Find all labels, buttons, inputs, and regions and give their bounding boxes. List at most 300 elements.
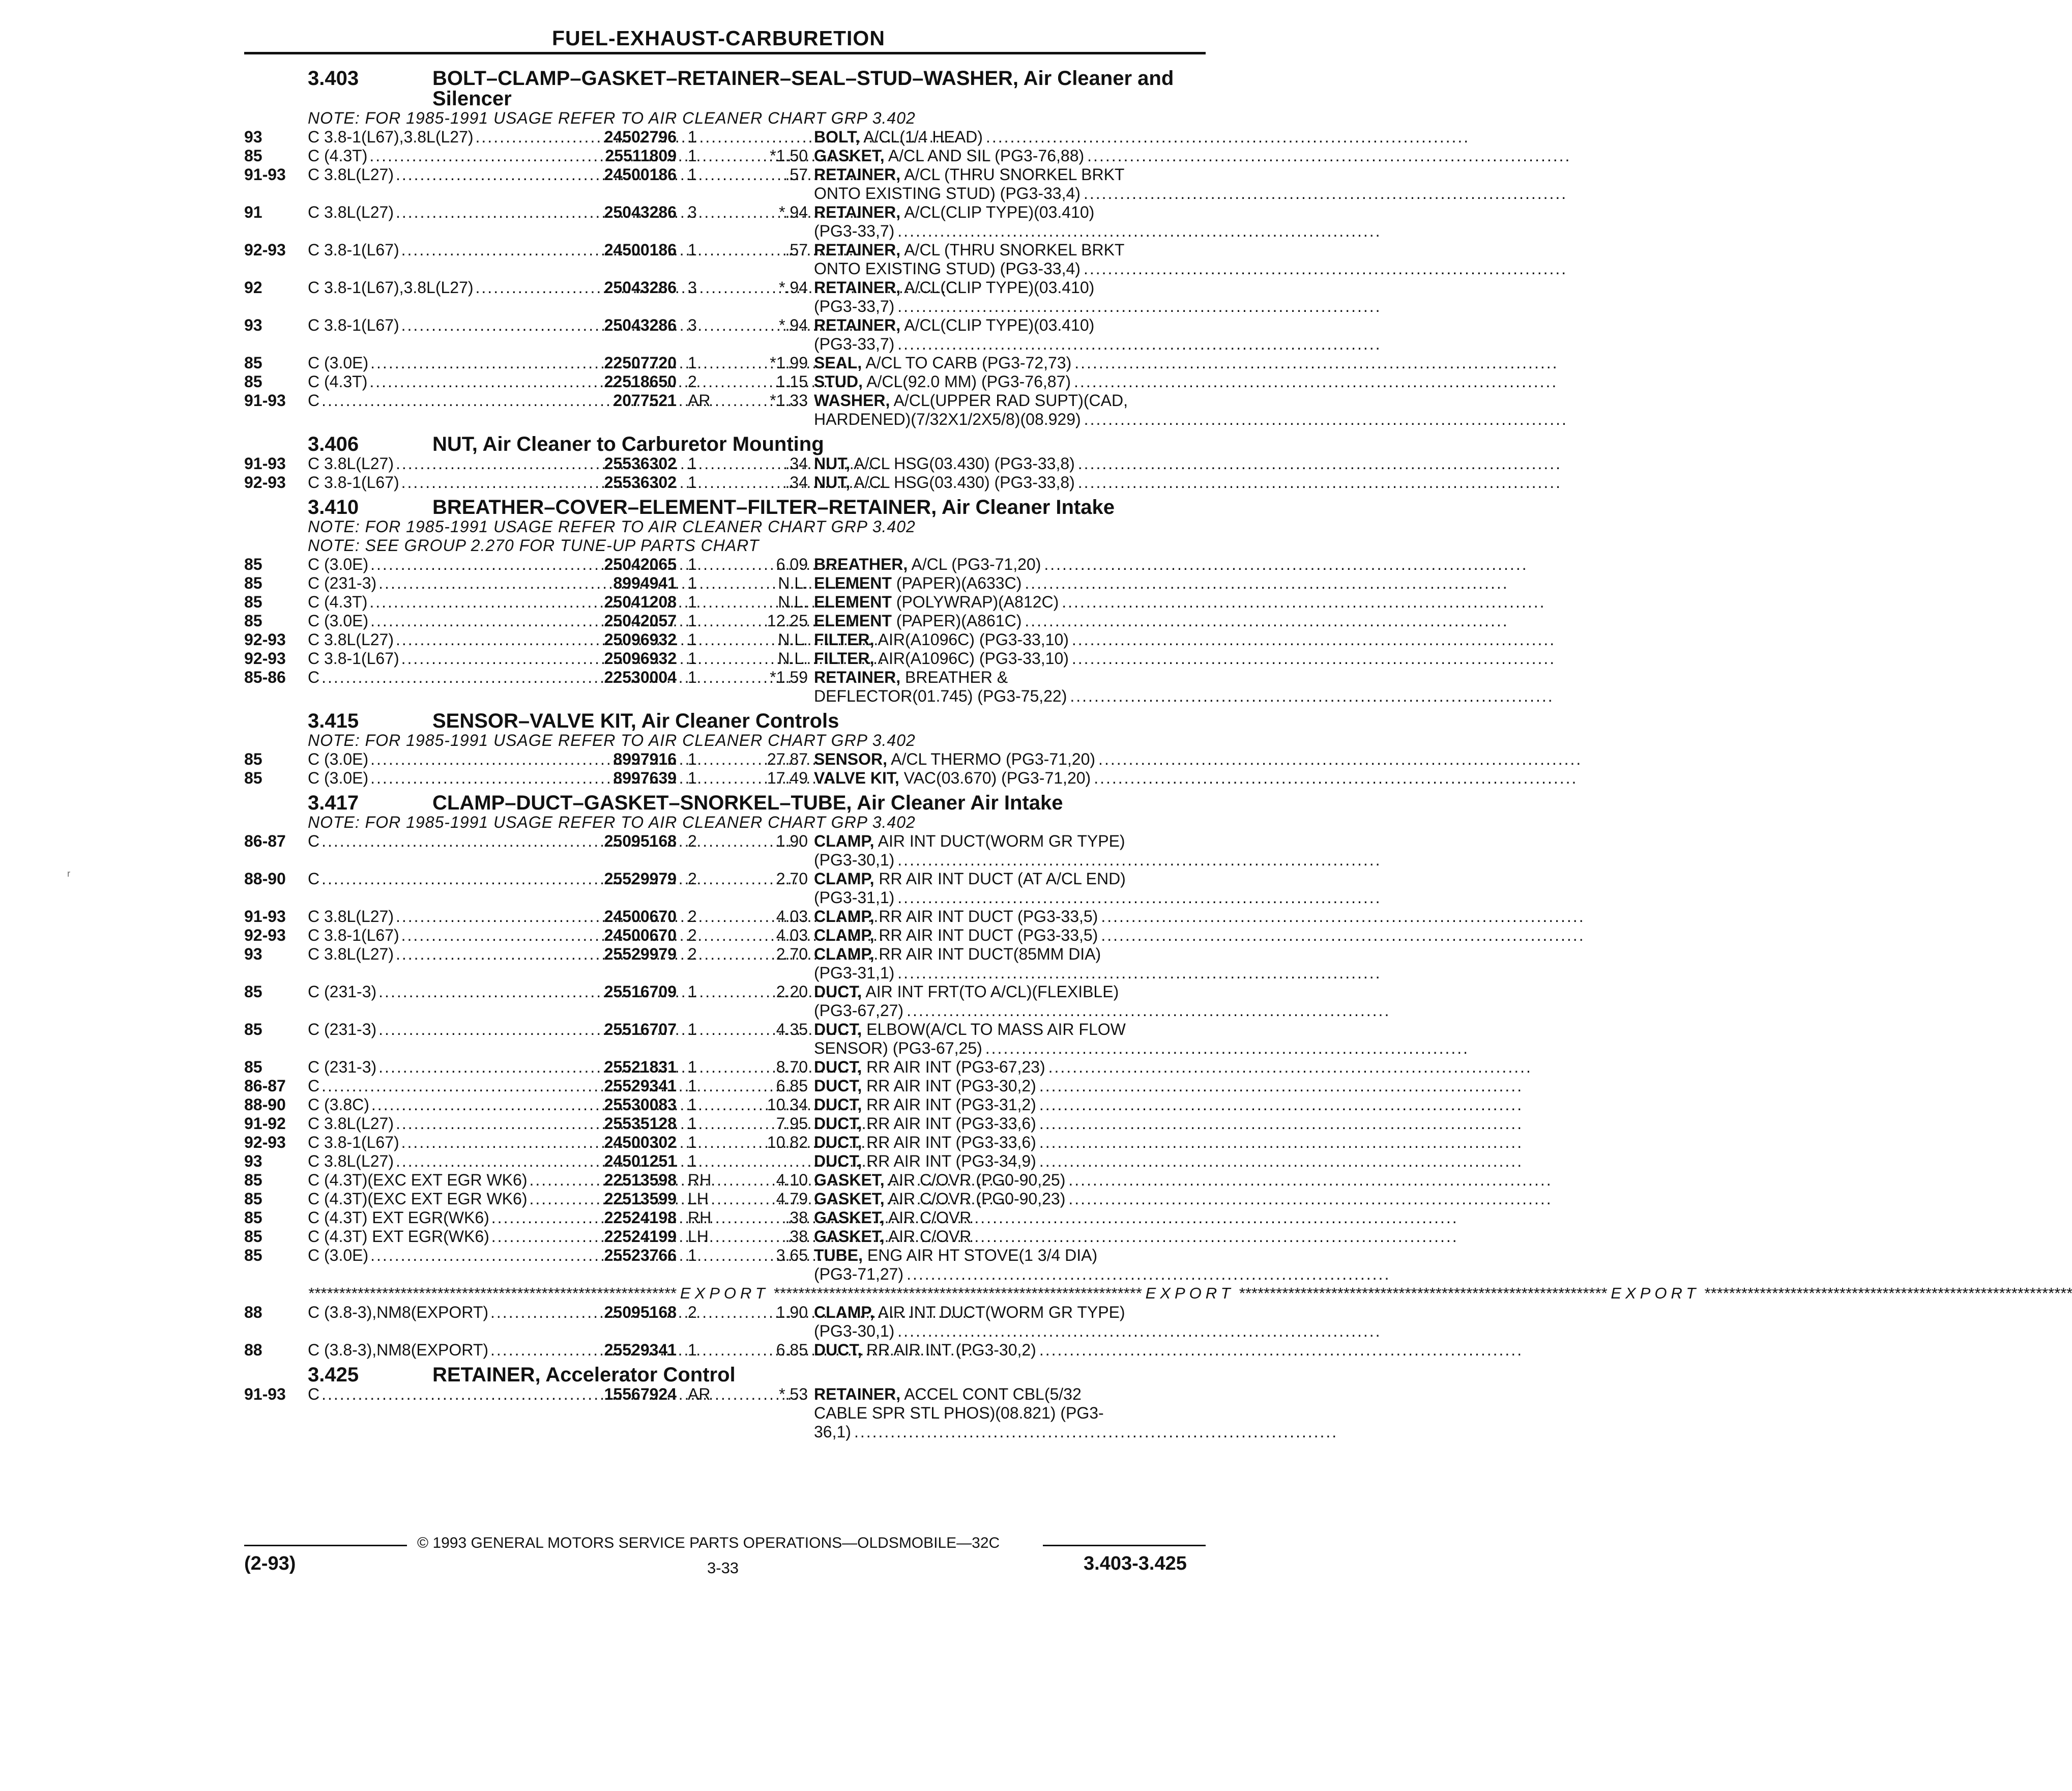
part-number: 25043286 [604,203,677,221]
usage-note: NOTE: FOR 1985-1991 USAGE REFER TO AIR CLEANER CHART GRP 3.402 [308,731,916,749]
usage-note: NOTE: FOR 1985-1991 USAGE REFER TO AIR CLEANER CHART GRP 3.402 [308,517,916,536]
part-name: STUD, [814,372,863,391]
application-text: C 3.8L(L27) [308,945,394,963]
description-text [814,1385,1082,1404]
part-number: 25523766 [604,1246,677,1264]
part-row [0,574,1286,593]
part-row [0,630,1286,649]
model-years: 85 [244,1208,262,1227]
part-row [0,241,1286,278]
part-detail: AIR INT DUCT(WORM GR TYPE) [874,1303,1125,1321]
application-text: C (3.0E) [308,769,369,787]
application [308,1246,565,1265]
application [308,278,565,297]
description-line [814,1341,1160,1360]
description [814,165,1160,203]
description-text [814,574,1022,593]
stray-mark: ʳ [67,868,71,883]
description-text [814,851,894,870]
leader-dots [897,297,1381,316]
price: 2.20 [776,983,808,1001]
description-line [814,888,1160,907]
price: N.L. [778,593,808,611]
price: *1.59 [770,668,808,686]
quantity: 1 [688,649,697,668]
description [814,278,1160,316]
leader-dots [1084,410,1568,429]
description-line [814,372,1160,391]
asterisk-rule: ************************************************************ [1238,1284,1607,1302]
application-text: C (231-3) [308,983,377,1001]
description [814,316,1160,354]
description [814,983,1160,1020]
application [308,372,565,391]
part-detail: (PG3-31,1) [814,964,895,982]
quantity: 1 [688,1341,697,1359]
group-number: 3.425 [308,1364,359,1386]
application [308,612,565,630]
part-detail: RR AIR INT (PG3-31,2) [862,1095,1036,1114]
application [308,832,565,851]
group-number: 3.417 [308,792,359,814]
part-detail: RR AIR INT (PG3-30,2) [862,1341,1036,1359]
price: *1.99 [770,354,808,372]
leader-dots [1044,555,1528,574]
description-line [814,454,1160,473]
part-detail: BREATHER & [900,668,1008,686]
part-name: CLAMP, [814,907,874,926]
leader-dots [1070,687,1554,706]
part-name: TUBE, [814,1246,863,1264]
model-years: 92-93 [244,630,286,649]
model-years: 86-87 [244,832,286,850]
part-detail: RR AIR INT (PG3-33,6) [862,1114,1036,1133]
model-years: 92-93 [244,473,286,492]
quantity: 1 [688,1095,697,1114]
description-text [814,888,894,907]
description-text [814,316,1094,335]
price: *1.50 [770,147,808,165]
leader-dots [897,1322,1381,1341]
leader-dots [1074,354,1558,372]
application [308,1385,565,1404]
group-title: BREATHER–COVER–ELEMENT–FILTER–RETAINER, Air Cleaner Intake [432,496,1115,518]
application [308,945,565,964]
description-line [814,1322,1160,1341]
price: 3.65 [776,1246,808,1264]
part-number: 8994941 [613,574,677,592]
catalog-section [0,68,1286,429]
model-years: 85 [244,555,262,573]
asterisk-rule: ************************************************************ [1704,1284,2072,1302]
description [814,668,1160,706]
description-line [814,769,1160,788]
application [308,354,565,372]
description-line [814,630,1160,649]
part-detail: ONTO EXISTING STUD) (PG3-33,4) [814,259,1081,278]
price: 2.70 [776,870,808,888]
description [814,1058,1160,1077]
leader-dots [897,964,1381,983]
part-row [0,1190,1286,1208]
model-years: 85 [244,574,262,592]
part-number: 25529979 [604,870,677,888]
description-line [814,1058,1160,1077]
part-detail: AIR C/OVR (PG0-90,25) [884,1171,1066,1189]
application [308,1190,565,1208]
part-number: 25529341 [604,1341,677,1359]
description-text [814,769,1091,788]
model-years: 85 [244,372,262,391]
part-name: VALVE KIT, [814,769,899,787]
application-text: C 3.8-1(L67),3.8L(L27) [308,128,474,146]
quantity: 1 [688,555,697,573]
description-line [814,391,1160,410]
part-detail: RR AIR INT DUCT(85MM DIA) [874,945,1101,963]
part-name: CLAMP, [814,870,874,888]
application [308,1095,565,1114]
part-detail: (PG3-33,7) [814,222,895,240]
model-years: 91-93 [244,165,286,184]
part-number: 25043286 [604,278,677,297]
description-text [814,964,894,983]
leader-dots [1025,612,1508,630]
model-years: 93 [244,128,262,146]
price: *.94 [779,203,808,221]
description [814,769,1160,788]
price: 1.90 [776,832,808,850]
application [308,454,565,473]
description-text [814,555,1041,574]
quantity: 2 [688,870,697,888]
part-detail: A/CL(92.0 MM) (PG3-76,87) [863,372,1071,391]
part-number: 15567924 [604,1385,677,1403]
description [814,1385,1160,1441]
part-row [0,165,1286,203]
part-detail: A/CL (PG3-71,20) [908,555,1041,573]
description-text [814,1322,894,1341]
part-number: 25529341 [604,1077,677,1095]
price: .38 [785,1227,808,1246]
part-row [0,316,1286,354]
application [308,1077,565,1095]
application [308,1152,565,1171]
usage-note: NOTE: SEE GROUP 2.270 FOR TUNE-UP PARTS CHART [308,536,760,555]
description [814,147,1160,165]
model-years: 85 [244,1190,262,1208]
part-number: 24500186 [604,165,677,184]
leader-dots [1072,649,1556,668]
application [308,1341,565,1360]
description-line [814,907,1160,926]
price: 4.03 [776,907,808,926]
description-text [814,372,1071,391]
application-text: C 3.8L(L27) [308,907,394,926]
application [308,593,565,612]
price: .34 [785,454,808,473]
quantity: 1 [688,241,697,259]
model-years: 92-93 [244,241,286,259]
description-line [814,278,1160,297]
part-name: CLAMP, [814,926,874,944]
description-text [814,241,1124,259]
part-row [0,832,1286,870]
description-line [814,851,1160,870]
quantity: 2 [688,832,697,850]
description-line [814,612,1160,630]
price: 4.79 [776,1190,808,1208]
model-years: 91-93 [244,391,286,410]
description-line [814,222,1160,241]
model-years: 85 [244,354,262,372]
application [308,165,565,184]
model-years: 88 [244,1303,262,1321]
part-name: DUCT, [814,1341,862,1359]
part-row [0,926,1286,945]
description-text [814,147,1084,165]
description-text [814,750,1095,769]
part-number: 25096932 [604,649,677,668]
description-text [814,1133,1036,1152]
leader-dots [1074,372,1558,391]
part-detail: RR AIR INT (PG3-30,2) [862,1077,1036,1095]
description-text [814,335,894,354]
description-text [814,1246,1097,1265]
description-text [814,1152,1036,1171]
application-text: C 3.8L(L27) [308,165,394,184]
part-detail: (PG3-71,27) [814,1265,904,1283]
description-line [814,1039,1160,1058]
part-number: 2077521 [613,391,677,410]
description [814,372,1160,391]
application-text: C (3.0E) [308,1246,369,1264]
application-text: C (3.0E) [308,750,369,768]
group-title: BOLT–CLAMP–GASKET–RETAINER–SEAL–STUD–WASHER, Air Cleaner and Silencer [432,67,1174,110]
part-number: 22524199 [604,1227,677,1246]
description [814,1227,1160,1246]
model-years: 85 [244,769,262,787]
application-text: C 3.8-1(L67) [308,473,399,492]
part-detail: (PG3-67,27) [814,1001,904,1020]
application-text: C (4.3T)(EXC EXT EGR WK6) [308,1190,528,1208]
asterisk-rule: ************************************************************ [308,1284,676,1302]
application [308,1020,565,1039]
description-text [814,1039,982,1058]
part-name: DUCT, [814,983,862,1001]
price: N.L. [778,574,808,592]
part-row [0,1152,1286,1171]
part-detail: AIR(A1096C) (PG3-33,10) [874,630,1069,649]
description-line [814,1171,1160,1190]
leader-dots [897,888,1381,907]
leader-dots [854,1423,1338,1441]
part-name: ELEMENT [814,574,892,592]
part-row [0,945,1286,983]
part-detail: RR AIR INT (PG3-33,6) [862,1133,1036,1151]
part-row [0,1385,1286,1441]
part-number: 25095168 [604,1303,677,1321]
part-detail: A/CL TO CARB (PG3-72,73) [862,354,1072,372]
description-text [814,391,1128,410]
leader-dots [897,851,1381,870]
part-number: 25536302 [604,454,677,473]
catalog-section [0,434,1286,492]
leader-dots [907,1265,1390,1284]
price: 17.49 [767,769,808,787]
application-text: C 3.8-1(L67) [308,649,399,668]
group-number: 3.403 [308,67,359,90]
part-detail: AIR(A1096C) (PG3-33,10) [874,649,1069,668]
leader-dots [1039,1077,1523,1095]
model-years: 85 [244,147,262,165]
quantity: 1 [688,473,697,492]
application [308,1058,565,1077]
application-text: C [308,1077,320,1095]
price: 8.70 [776,1058,808,1076]
description [814,1303,1160,1341]
description-line [814,1404,1160,1423]
description-line [814,593,1160,612]
application [308,574,565,593]
model-years: 93 [244,316,262,334]
quantity: 2 [688,1303,697,1321]
model-years: 92-93 [244,926,286,944]
part-row [0,1114,1286,1133]
price: 7.95 [776,1114,808,1133]
description-line [814,555,1160,574]
leader-dots [985,1039,1469,1058]
description-text [814,128,983,147]
description [814,241,1160,278]
part-name: RETAINER, [814,1385,901,1403]
description-line [814,335,1160,354]
part-name: DUCT, [814,1133,862,1151]
application-text: C (231-3) [308,1020,377,1038]
model-years: 85-86 [244,668,286,686]
catalog-section [0,792,2072,1360]
description-text [814,203,1094,222]
description-line [814,687,1160,706]
description-line [814,983,1160,1001]
part-name: GASKET, [814,147,885,165]
part-number: 25095168 [604,832,677,850]
part-row [0,750,1286,769]
part-detail: A/CL AND SIL (PG3-76,88) [884,147,1085,165]
part-name: GASKET, [814,1227,885,1246]
part-name: DUCT, [814,1095,862,1114]
description-text [814,612,1022,630]
application-text: C 3.8-1(L67) [308,241,399,259]
part-detail: DEFLECTOR(01.745) (PG3-75,22) [814,687,1067,705]
part-row [0,473,1286,492]
part-name: WASHER, [814,391,890,410]
part-number: 8997916 [613,750,677,768]
description-text [814,926,1098,945]
group-title: RETAINER, Accelerator Control [432,1364,736,1386]
part-detail: A/CL THERMO (PG3-71,20) [887,750,1096,768]
leader-dots [1072,630,1556,649]
price: .34 [785,473,808,492]
application-text: C 3.8-1(L67) [308,1133,399,1151]
part-number: 25043286 [604,316,677,334]
part-name: FILTER, [814,630,874,649]
description-line [814,668,1160,687]
part-detail: RR AIR INT (PG3-67,23) [862,1058,1045,1076]
export-label: EXPORT [1611,1284,1700,1302]
application [308,630,565,649]
description-text [814,630,1069,649]
part-row [0,1058,1286,1077]
leader-dots [907,1001,1390,1020]
description [814,1133,1160,1152]
description-line [814,297,1160,316]
footer-date-code: (2-93) [244,1553,296,1574]
part-row [0,593,1286,612]
part-name: ELEMENT [814,593,892,611]
description [814,926,1160,945]
description-line [814,147,1160,165]
price: *.94 [779,278,808,297]
description-text [814,184,1081,203]
part-detail: ACCEL CONT CBL(5/32 [900,1385,1082,1403]
leader-dots [1039,1133,1523,1152]
description [814,454,1160,473]
part-name: DUCT, [814,1152,862,1170]
section-heading [308,793,1208,813]
price: 10.34 [767,1095,808,1114]
application-text: C (3.0E) [308,612,369,630]
group-number: 3.406 [308,433,359,455]
application [308,473,565,492]
description [814,1190,1160,1208]
application [308,555,565,574]
leader-dots [897,335,1381,354]
quantity: 3 [688,278,697,297]
price: *1.33 [770,391,808,410]
quantity: LH [688,1227,709,1246]
export-divider [308,1284,2072,1303]
part-name: ELEMENT [814,612,892,630]
model-years: 93 [244,1152,262,1170]
description-text [814,1341,1036,1360]
group-title: SENSOR–VALVE KIT, Air Cleaner Controls [432,710,839,732]
description-text [814,278,1094,297]
description [814,907,1160,926]
price: 1.90 [776,1303,808,1321]
part-detail: RR AIR INT DUCT (PG3-33,5) [874,926,1098,944]
quantity: 1 [688,630,697,649]
model-years: 85 [244,1227,262,1246]
leader-dots [1078,454,1562,473]
page-title: FUEL-EXHAUST-CARBURETION [552,26,885,50]
description-line [814,1227,1160,1246]
part-name: DUCT, [814,1077,862,1095]
part-detail: AIR INT DUCT(WORM GR TYPE) [874,832,1125,850]
description [814,612,1160,630]
application [308,983,565,1001]
leader-dots [897,222,1381,241]
description-text [814,259,1081,278]
application-text: C (3.0E) [308,555,369,573]
footer-rule-right [1043,1545,1206,1546]
part-number: 25042057 [604,612,677,630]
description-line [814,259,1160,278]
part-number: 24501251 [604,1152,677,1170]
part-detail: (PAPER)(A861C) [891,612,1022,630]
quantity: 1 [688,593,697,611]
part-row [0,1077,1286,1095]
application-text: C (231-3) [308,1058,377,1076]
